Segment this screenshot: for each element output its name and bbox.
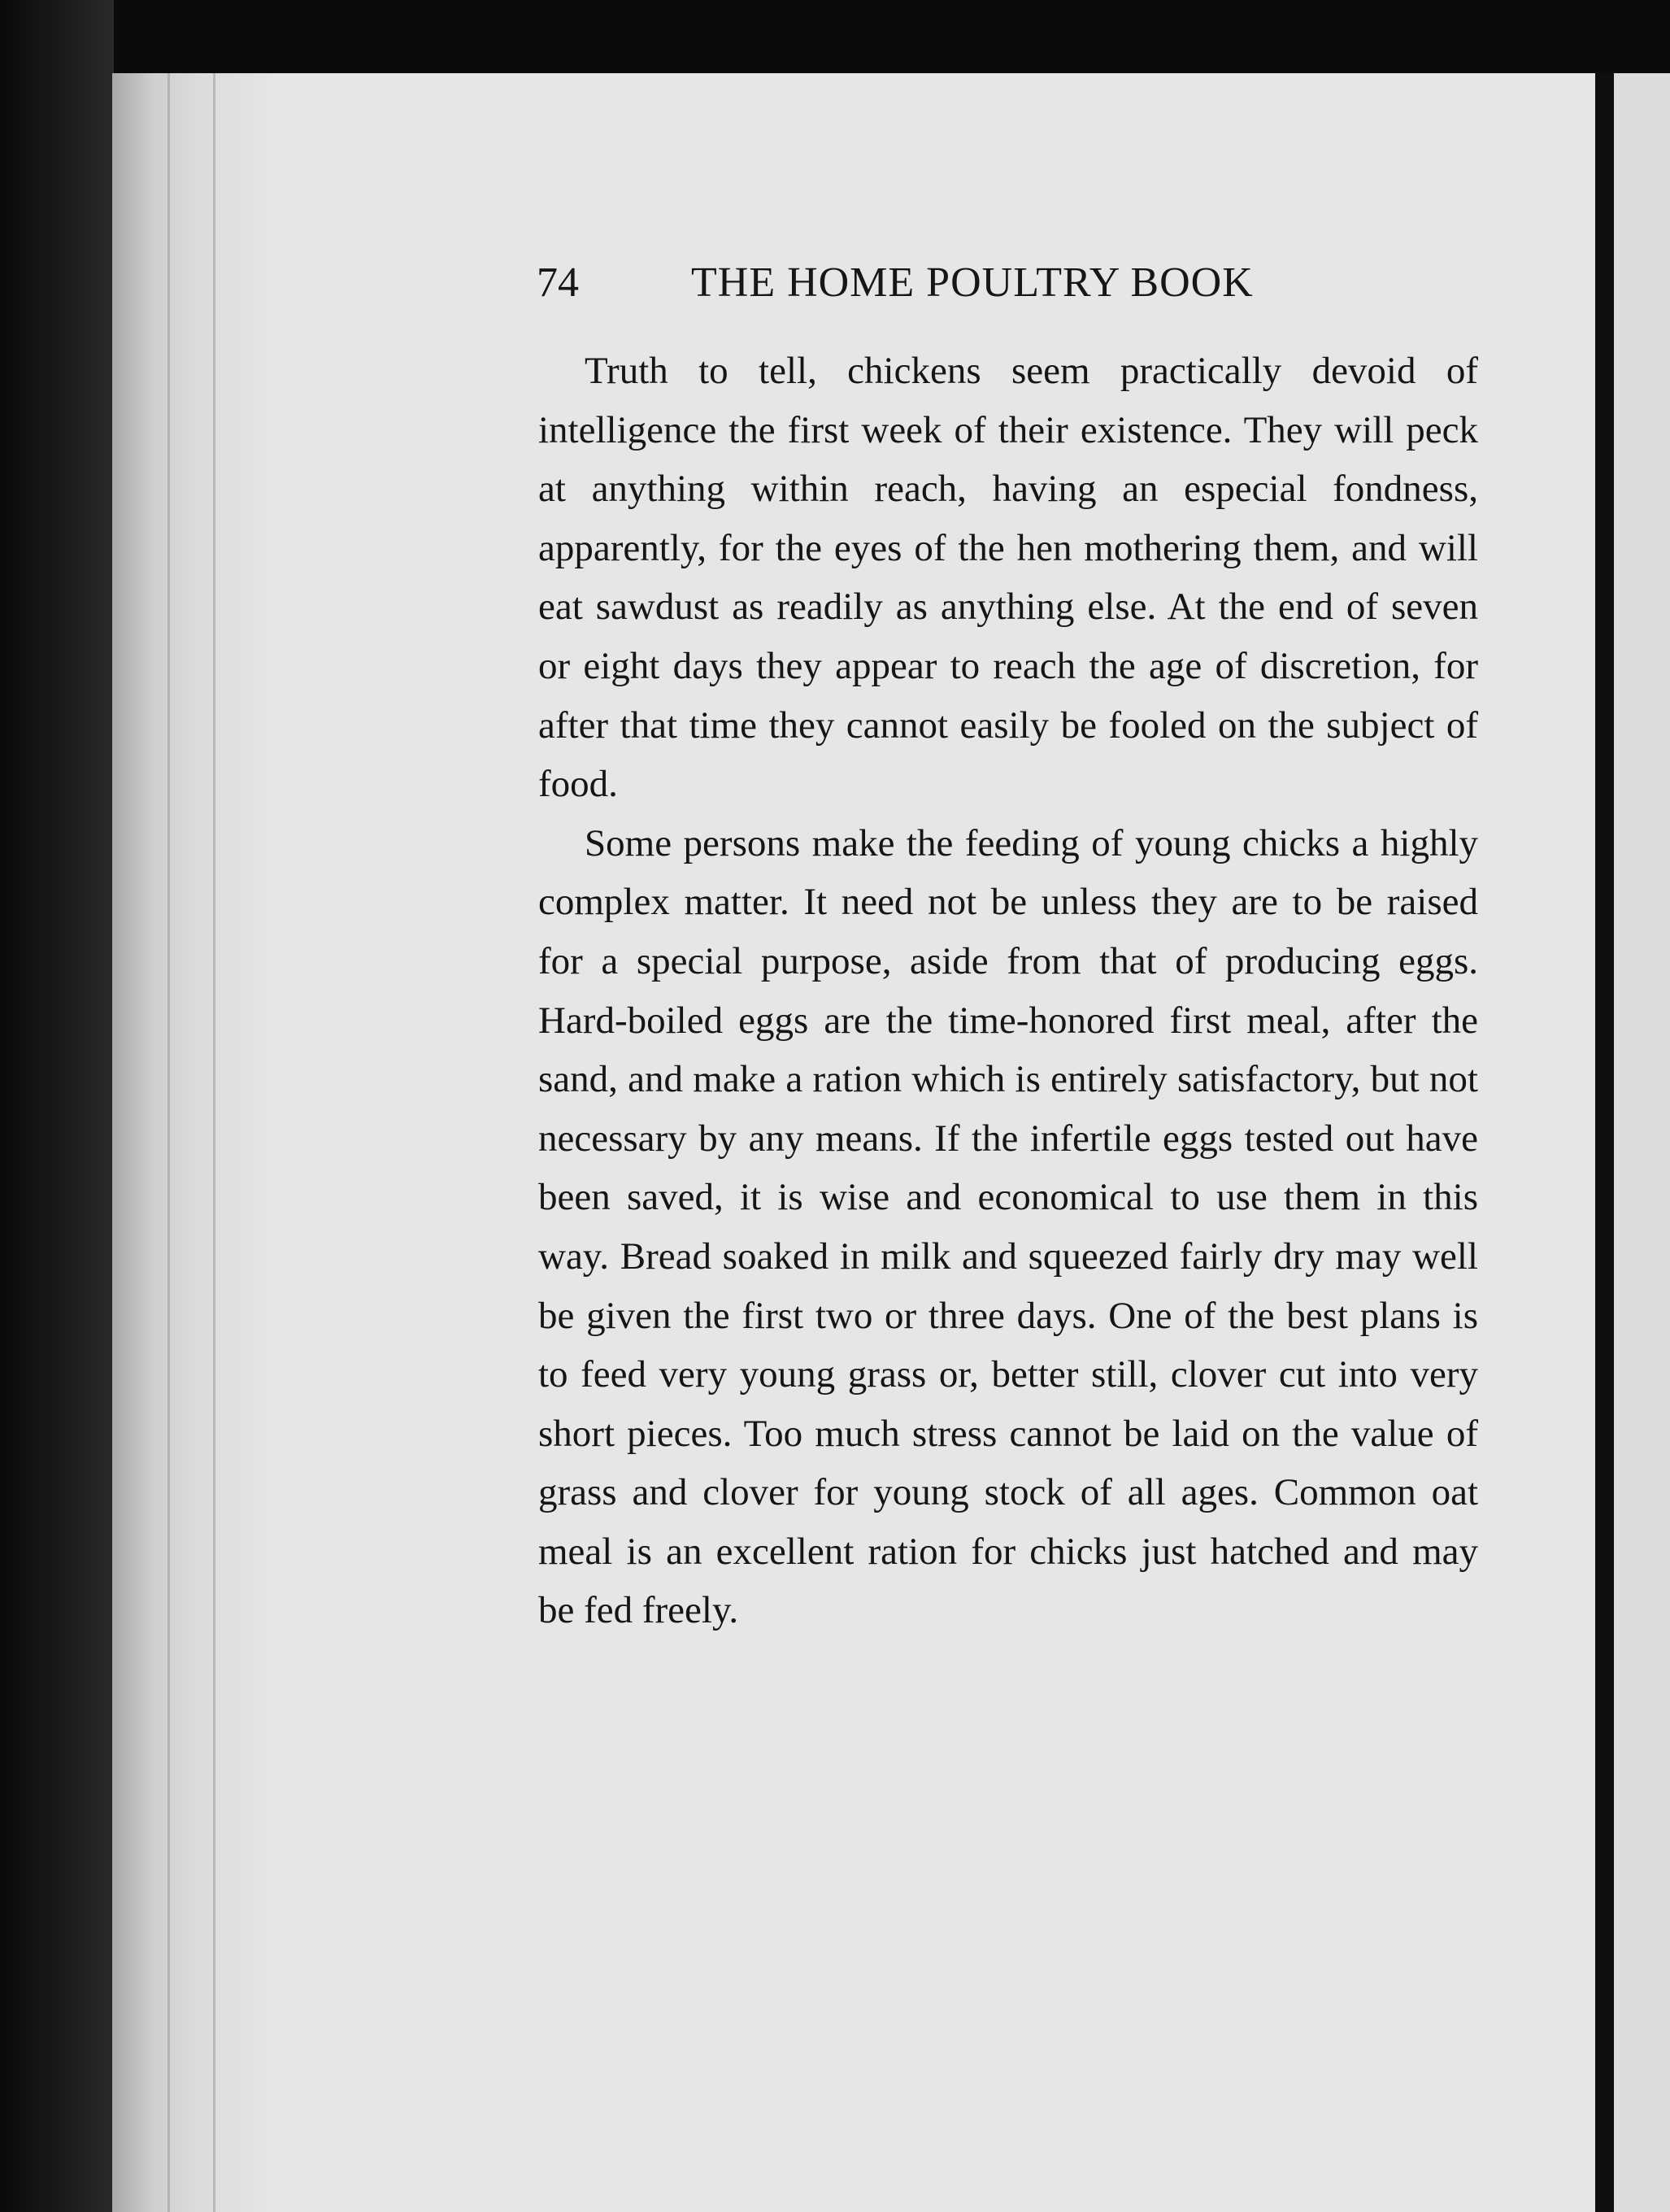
- next-page-edge: [1614, 73, 1670, 2212]
- page-gutter-shadow: [112, 73, 275, 2212]
- running-head: THE HOME POULTRY BOOK: [691, 259, 1254, 306]
- gutter-line: [167, 73, 170, 2212]
- paragraph: Truth to tell, chickens seem practically devoid of intelligence the first week of their existence. They will peck at anything within reach, having an especial fondness, apparently, for the eyes of the hen mothering them, and will eat sawdust as readily as anything else. At the end of seven or eight days they appear to reach the age of discretion, for after that time they cannot easily be fooled on the subject of food.: [538, 350, 1478, 806]
- scan-background-top: [0, 0, 1670, 73]
- page-header: [537, 259, 1350, 307]
- scan-background-left: [0, 0, 114, 2212]
- page-edge-shadow: [1595, 73, 1615, 2212]
- gutter-line: [213, 73, 215, 2212]
- page-number: 74: [537, 259, 579, 306]
- body-text: [538, 342, 1478, 1640]
- paragraph: Some persons make the feeding of young chicks a highly complex matter. It need not be unless they are to be raised for a special purpose, aside from that of producing eggs. Hard-boiled eggs are the time-honored first meal, after the sand, and make a ration which is entirely satisfactory, but not necessary by any means. If the infertile eggs tested out have been saved, it is wise and economical to use them in this way. Bread soaked in milk and squeezed fairly dry may well be given the first two or three days. One of the best plans is to feed very young grass or, better still, clover cut into very short pieces. Too much stress cannot be laid on the value of grass and clover for young stock of all ages. Common oat meal is an excellent ration for chicks just hatched and may be fed freely.: [538, 821, 1478, 1632]
